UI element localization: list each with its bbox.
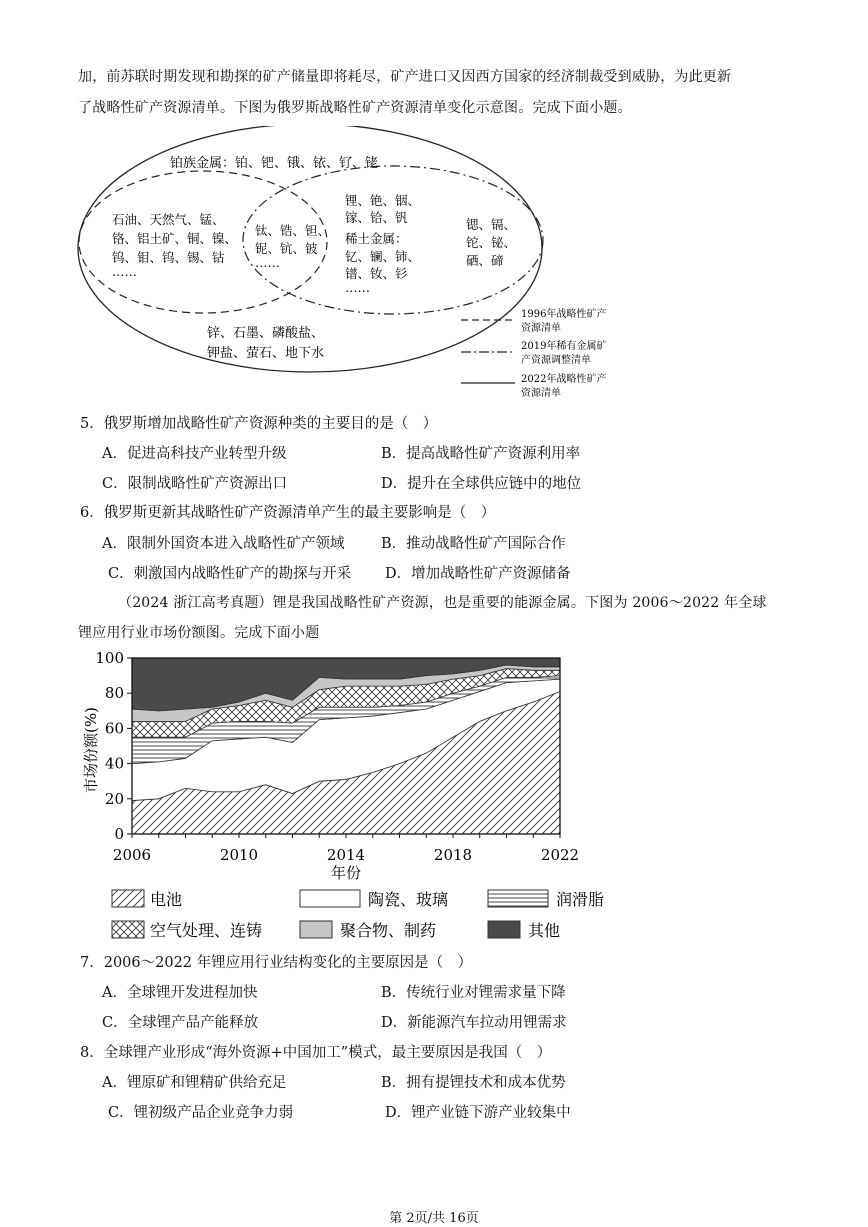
venn-bottom-line: 钾盐、萤石、地下水 — [207, 346, 325, 361]
legend-swatch-grease — [488, 890, 548, 907]
venn-right-inner-line: 锂、铯、铟、 — [345, 193, 421, 208]
q7-option-d[interactable]: D．新能源汽车拉动用锂需求 — [381, 1015, 567, 1031]
q6-option-b[interactable]: B．推动战略性矿产国际合作 — [381, 536, 566, 552]
legend-label: 资源清单 — [521, 323, 561, 334]
venn-right-outer-line: 硒、碲 — [466, 253, 504, 268]
y-tick-label: 0 — [114, 825, 124, 843]
venn-top-group: 铂族金属：铂、钯、锇、铱、钌、铑 — [170, 156, 379, 171]
q5-option-c[interactable]: C．限制战略性矿产资源出口 — [102, 476, 288, 492]
y-tick-label: 20 — [104, 789, 124, 808]
q8-option-d[interactable]: D．锂产业链下游产业较集中 — [385, 1105, 571, 1121]
y-tick-label: 100 — [95, 649, 124, 667]
venn-left-line: 钨、钼、钨、锡、钴 — [112, 250, 225, 265]
venn-right-inner-line: 镓、铪、钒 — [345, 210, 408, 225]
venn-right-outer-line: 锶、镉、 — [466, 217, 517, 232]
venn-right-outer-group — [466, 217, 516, 268]
intro2-line-1: （2024 浙江高考真题）锂是我国战略性矿产资源，也是重要的能源金属。下图为 2006～2022 年全球 — [118, 595, 767, 611]
x-tick-label: 2006 — [112, 846, 152, 864]
page-footer: 第 2页/共 16页 — [389, 1211, 479, 1226]
legend-swatch-ceramics — [300, 890, 360, 907]
q5-option-a[interactable]: A．促进高科技产业转型升级 — [102, 446, 287, 462]
intro-line-2: 了战略性矿产资源清单。下图为俄罗斯战略性矿产资源清单变化示意图。完成下面小题。 — [78, 100, 632, 116]
q7-option-b[interactable]: B．传统行业对锂需求量下降 — [381, 985, 566, 1001]
q6-option-a[interactable]: A．限制外国资本进入战略性矿产领域 — [102, 536, 345, 552]
venn-right-inner-line: 镨、钕、钐 — [345, 266, 408, 281]
q8-stem: 8．全球锂产业形成“海外资源+中国加工”模式，最主要原因是我国（ ） — [80, 1045, 552, 1061]
y-tick-label: 80 — [104, 684, 124, 703]
legend-label: 1996年战略性矿产 — [521, 309, 607, 320]
q6-option-d[interactable]: D．增加战略性矿产资源储备 — [385, 566, 571, 582]
venn-center-group — [255, 223, 330, 270]
legend-other: 其他 — [528, 921, 561, 940]
venn-bottom-group — [207, 325, 324, 361]
legend-grease: 润滑脂 — [556, 890, 605, 909]
y-tick-label: 60 — [104, 719, 124, 738]
legend-air: 空气处理、连铸 — [150, 921, 263, 940]
q6-option-c[interactable]: C．刺激国内战略性矿产的勘探与开采 — [108, 566, 352, 582]
legend-swatch-air — [112, 921, 144, 938]
venn-legend — [461, 307, 606, 399]
x-tick-label: 2010 — [219, 846, 259, 864]
venn-right-inner-line: …… — [345, 280, 370, 295]
venn-right-inner-line: 稀土金属： — [345, 231, 408, 246]
q7-stem: 7．2006～2022 年锂应用行业结构变化的主要原因是（ ） — [80, 955, 473, 971]
venn-center-line: 钛、锆、钽、 — [255, 223, 331, 238]
venn-diagram — [0, 126, 868, 416]
q8-option-c[interactable]: C．锂初级产品企业竞争力弱 — [108, 1105, 294, 1121]
legend-label: 资源清单 — [521, 388, 561, 399]
chart-area-layers — [132, 658, 560, 834]
q7-option-c[interactable]: C．全球锂产品产能释放 — [102, 1015, 259, 1031]
venn-left-line: 铬、铝土矿、铜、镍、 — [112, 231, 238, 246]
legend-swatch-other — [488, 921, 520, 938]
legend-swatch-polymer — [300, 921, 332, 938]
venn-left-group — [112, 212, 237, 279]
q8-option-a[interactable]: A．锂原矿和锂精矿供给充足 — [102, 1075, 287, 1091]
x-tick-label: 2018 — [433, 846, 473, 864]
q7-option-a[interactable]: A．全球锂开发进程加快 — [102, 985, 258, 1001]
venn-left-line: 石油、天然气、锰、 — [112, 212, 225, 227]
q8-option-b[interactable]: B．拥有提锂技术和成本优势 — [381, 1075, 566, 1091]
intro2-line-2: 锂应用行业市场份额图。完成下面小题 — [78, 625, 320, 641]
venn-center-line: …… — [255, 255, 280, 270]
venn-right-inner-line: 钇、镧、铈、 — [345, 249, 421, 264]
x-tick-label: 2022 — [540, 846, 580, 864]
chart-ylabel: 市场份额(%) — [82, 707, 100, 793]
legend-label: 2022年战略性矿产 — [521, 374, 607, 385]
q5-option-b[interactable]: B．提高战略性矿产资源利用率 — [381, 446, 581, 462]
legend-swatch-battery — [112, 890, 144, 907]
venn-center-line: 铌、钪、铍 — [255, 241, 318, 256]
chart-xlabel: 年份 — [330, 864, 362, 882]
venn-left-line: …… — [112, 264, 137, 279]
y-tick-label: 40 — [104, 754, 124, 773]
intro-line-1: 加，前苏联时期发现和勘探的矿产储量即将耗尽，矿产进口又因西方国家的经济制裁受到威胁，为此更新 — [78, 69, 732, 85]
q5-stem: 5．俄罗斯增加战略性矿产资源种类的主要目的是（ ） — [80, 416, 438, 432]
legend-ceramics: 陶瓷、玻璃 — [368, 890, 449, 909]
venn-right-inner-group — [345, 193, 420, 295]
chart-legend — [0, 883, 868, 953]
legend-battery: 电池 — [150, 890, 183, 909]
legend-label: 2019年稀有金属矿 — [521, 341, 607, 352]
q5-option-d[interactable]: D．提升在全球供应链中的地位 — [381, 476, 582, 492]
venn-right-outer-line: 铊、铋、 — [466, 235, 517, 250]
legend-polymer: 聚合物、制药 — [340, 921, 437, 940]
venn-bottom-line: 锌、石墨、磷酸盐、 — [207, 326, 325, 341]
x-tick-label: 2014 — [326, 846, 366, 864]
legend-label: 产资源调整清单 — [521, 355, 591, 366]
q6-stem: 6．俄罗斯更新其战略性矿产资源清单产生的最主要影响是（ ） — [80, 505, 496, 521]
